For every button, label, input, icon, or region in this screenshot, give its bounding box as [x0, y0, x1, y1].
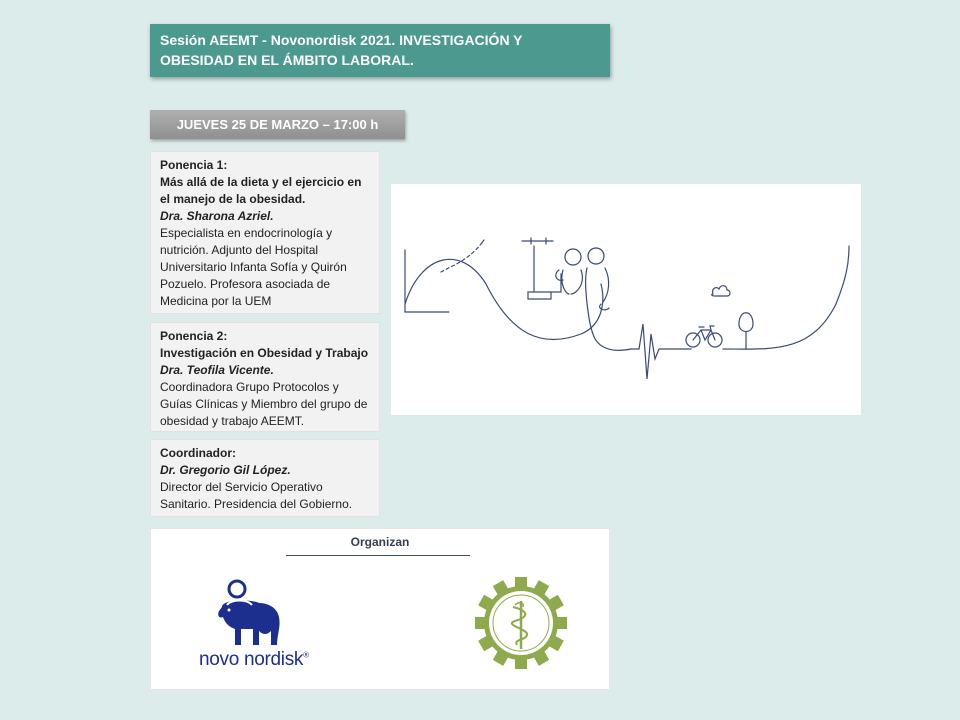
talk-card-2	[150, 322, 380, 432]
session-title: Sesión AEEMT - Novonordisk 2021. INVESTIGACIÓN Y OBESIDAD EN EL ÁMBITO LABORAL.	[150, 24, 610, 77]
talk-2-label: Ponencia 2:	[160, 329, 228, 343]
organizers-title: Organizan	[350, 535, 410, 549]
talk-1-bio: Especialista en endocrinología y nutrición. Adjunto del Hospital Universitario Infanta Sofía y Quirón Pozuelo. Profesora asociada de Medicina por la UEM	[160, 226, 347, 308]
novo-nordisk-logo-wordmark: novo nordisk	[199, 649, 304, 670]
health-line-illustration	[391, 184, 861, 415]
coordinator-card	[150, 439, 380, 517]
aeemt-seal-icon	[475, 577, 567, 669]
novo-nordisk-registered-mark: ®	[303, 650, 309, 660]
coordinator-bio: Director del Servicio Operativo Sanitario. Presidencia del Gobierno.	[160, 480, 353, 511]
talk-2-bio: Coordinadora Grupo Protocolos y Guías Clínicas y Miembro del grupo de obesidad y trabajo AEEMT.	[160, 380, 368, 428]
organizers-panel	[150, 528, 610, 690]
novo-nordisk-logo-text	[199, 649, 309, 671]
coordinator-label: Coordinador:	[160, 446, 236, 460]
talk-1-label: Ponencia 1:	[160, 158, 228, 172]
organizers-divider	[286, 555, 470, 556]
talk-1-title: Más allá de la dieta y el ejercicio en el manejo de la obesidad.	[160, 175, 362, 206]
coordinator-name: Dr. Gregorio Gil López.	[160, 463, 291, 477]
talk-1-speaker: Dra. Sharona Azriel.	[160, 209, 274, 223]
talk-2-speaker: Dra. Teofila Vicente.	[160, 363, 274, 377]
session-date: JUEVES 25 DE MARZO – 17:00 h	[150, 110, 405, 139]
talk-2-title: Investigación en Obesidad y Trabajo	[160, 346, 369, 360]
novo-nordisk-apis-bull-icon	[197, 579, 287, 649]
talk-card-1	[150, 151, 380, 314]
